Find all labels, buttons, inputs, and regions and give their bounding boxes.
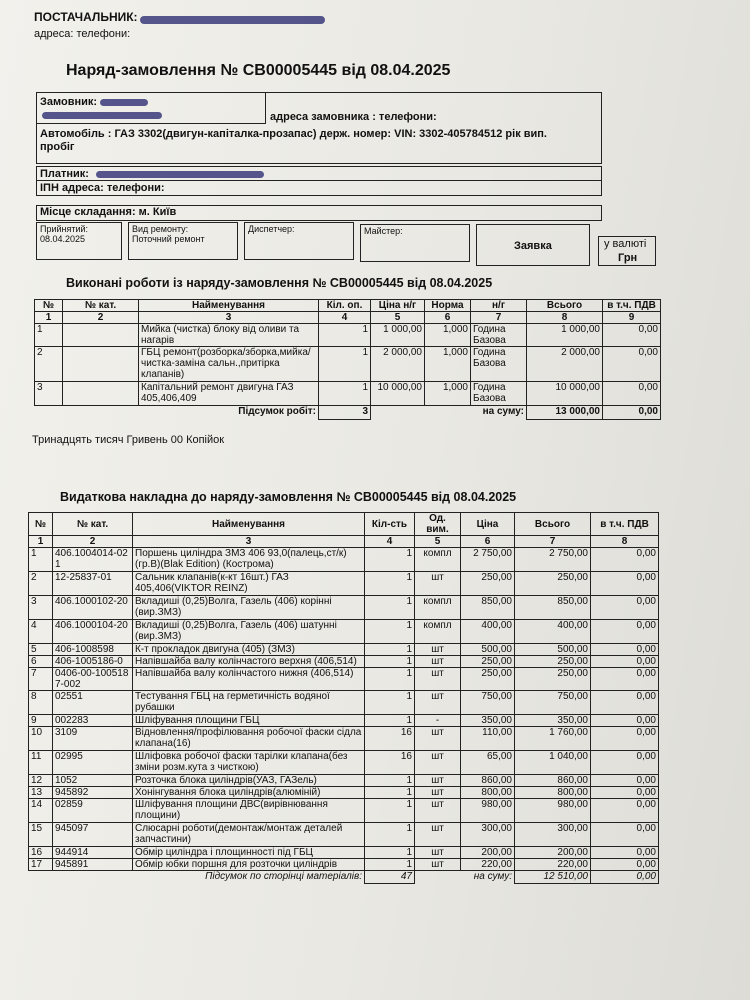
materials-cell-qty: 1 [365,548,415,572]
materials-header-cell: Од. вим. [415,513,461,536]
materials-header-cell: № [29,513,53,536]
materials-cell-cat: 406-1008598 [53,644,133,656]
works-header-cell: Найменування [139,300,319,312]
materials-cell-qty: 1 [365,715,415,727]
works-colnum: 7 [471,312,527,324]
materials-cell-name: Шліфування площини ДВС(вирівнювання площини) [133,799,365,823]
materials-subtotal-label: Підсумок по сторінці матеріалів: [29,871,365,884]
works-cell-cat [63,347,139,382]
materials-cell-unit: шт [415,691,461,715]
materials-cell-cat: 406-1005186-0 [53,656,133,668]
materials-cell-total: 1 760,00 [515,727,591,751]
materials-colnum: 8 [591,536,659,548]
materials-cell-qty: 1 [365,847,415,859]
materials-row [29,751,659,775]
works-colnum: 4 [319,312,371,324]
materials-cell-total: 2 750,00 [515,548,591,572]
payer-line: ІПН адреса: телефони: [40,182,165,194]
materials-cell-cat: 406.1004014-02 1 [53,548,133,572]
materials-subtotal-qty: 47 [365,871,415,884]
materials-cell-name: Поршень циліндра ЗМЗ 406 93,0(палець,ст/к)(гр.В)(Blak Edition) (Кострома) [133,548,365,572]
currency-label: у валюті [604,238,647,250]
works-colnum: 8 [527,312,603,324]
works-header-cell: Норма [425,300,471,312]
works-cell-qty: 1 [319,347,371,382]
materials-cell-vat: 0,00 [591,644,659,656]
materials-cell-price: 220,00 [461,859,515,871]
customer-label: Замовник: [40,96,98,108]
materials-cell-unit: шт [415,727,461,751]
redaction-mark [140,16,325,24]
materials-cell-n: 12 [29,775,53,787]
works-sum-vat: 0,00 [603,406,661,420]
materials-cell-price: 500,00 [461,644,515,656]
materials-cell-total: 300,00 [515,823,591,847]
materials-cell-unit: шт [415,847,461,859]
materials-cell-total: 750,00 [515,691,591,715]
works-cell-qty: 1 [319,382,371,406]
works-cell-qty: 1 [319,324,371,347]
materials-cell-cat: 02995 [53,751,133,775]
materials-cell-unit: шт [415,668,461,691]
materials-cell-cat: 945892 [53,787,133,799]
materials-row [29,644,659,656]
materials-cell-qty: 16 [365,751,415,775]
works-header-cell: Кіл. оп. [319,300,371,312]
materials-cell-total: 200,00 [515,847,591,859]
materials-cell-unit: шт [415,751,461,775]
materials-cell-unit: - [415,715,461,727]
materials-cell-n: 16 [29,847,53,859]
works-cell-name: Капітальний ремонт двигуна ГАЗ 405,406,409 [139,382,319,406]
materials-cell-unit: шт [415,775,461,787]
materials-cell-vat: 0,00 [591,596,659,620]
works-cell-total: 10 000,00 [527,382,603,406]
materials-cell-total: 250,00 [515,656,591,668]
car-line: Автомобіль : ГАЗ 3302(двигун-капіталка-прозапас) держ. номер: VIN: 3302-405784512 рік вип. [40,128,547,140]
currency-value: Грн [618,252,638,264]
materials-cell-n: 11 [29,751,53,775]
materials-cell-n: 13 [29,787,53,799]
repair-label: Вид ремонту: [132,224,189,234]
works-cell-norm: 1,000 [425,382,471,406]
materials-cell-vat: 0,00 [591,620,659,644]
works-cell-vat: 0,00 [603,347,661,382]
materials-cell-cat: 0406-00-100518 7-002 [53,668,133,691]
materials-row [29,727,659,751]
materials-cell-vat: 0,00 [591,787,659,799]
materials-cell-n: 7 [29,668,53,691]
materials-cell-price: 110,00 [461,727,515,751]
works-cell-price: 1 000,00 [371,324,425,347]
amount-in-words: Тринадцять тисяч Гривень 00 Копійок [32,434,225,446]
works-sum-label: на суму: [371,406,527,420]
materials-cell-n: 15 [29,823,53,847]
materials-cell-qty: 1 [365,775,415,787]
materials-cell-n: 10 [29,727,53,751]
materials-cell-vat: 0,00 [591,799,659,823]
materials-row [29,799,659,823]
materials-cell-n: 1 [29,548,53,572]
materials-cell-unit: шт [415,572,461,596]
materials-cell-vat: 0,00 [591,656,659,668]
materials-row [29,775,659,787]
materials-cell-cat: 945097 [53,823,133,847]
customer-address-label: адреса замовника : телефони: [270,111,437,123]
materials-row [29,847,659,859]
works-header-cell: Ціна н/г [371,300,425,312]
works-colnum: 2 [63,312,139,324]
works-header-cell: Всього [527,300,603,312]
supplier-contacts: адреса: телефони: [34,28,131,40]
works-cell-unit: Година Базова [471,324,527,347]
materials-cell-n: 6 [29,656,53,668]
works-cell-vat: 0,00 [603,382,661,406]
materials-cell-qty: 1 [365,859,415,871]
materials-colnum: 1 [29,536,53,548]
materials-cell-qty: 1 [365,596,415,620]
materials-cell-price: 400,00 [461,620,515,644]
payer-label: Платник: [40,168,89,180]
materials-cell-n: 3 [29,596,53,620]
materials-cell-cat: 12-25837-01 [53,572,133,596]
materials-cell-total: 220,00 [515,859,591,871]
materials-cell-name: Напівшайба валу колінчастого верхня (406,514) [133,656,365,668]
materials-cell-name: Обмір юбки поршня для розточки циліндрів [133,859,365,871]
materials-cell-total: 800,00 [515,787,591,799]
materials-cell-name: Хонінгування блока циліндрів(алюміній) [133,787,365,799]
materials-cell-price: 850,00 [461,596,515,620]
materials-cell-total: 250,00 [515,572,591,596]
works-cell-cat [63,324,139,347]
works-colnum: 6 [425,312,471,324]
materials-cell-unit: шт [415,799,461,823]
materials-colnum: 2 [53,536,133,548]
materials-row [29,668,659,691]
works-header-cell: в т.ч. ПДВ [603,300,661,312]
materials-cell-name: Шліфовка робочої фаски тарілки клапана(без зміни розм.кута з чисткою) [133,751,365,775]
works-row [35,382,661,406]
works-colnum: 5 [371,312,425,324]
materials-cell-name: Розточка блока циліндрів(УАЗ, ГАЗель) [133,775,365,787]
works-subtotal-qty: 3 [319,406,371,420]
materials-cell-total: 250,00 [515,668,591,691]
materials-header-cell: в т.ч. ПДВ [591,513,659,536]
accepted-label: Прийнятий: [40,224,89,234]
materials-cell-unit: компл [415,620,461,644]
materials-colnum: 7 [515,536,591,548]
works-cell-price: 10 000,00 [371,382,425,406]
materials-cell-unit: компл [415,548,461,572]
works-header-cell: № кат. [63,300,139,312]
materials-cell-n: 4 [29,620,53,644]
materials-cell-qty: 16 [365,727,415,751]
materials-row [29,715,659,727]
materials-colnum: 5 [415,536,461,548]
materials-colnum: 4 [365,536,415,548]
materials-cell-total: 500,00 [515,644,591,656]
materials-cell-price: 300,00 [461,823,515,847]
works-colnum: 9 [603,312,661,324]
materials-cell-name: Обмір циліндра і площинності під ГБЦ [133,847,365,859]
materials-cell-cat: 02551 [53,691,133,715]
materials-cell-name: К-т прокладок двигуна (405) (ЗМЗ) [133,644,365,656]
materials-cell-cat: 02859 [53,799,133,823]
materials-cell-price: 2 750,00 [461,548,515,572]
materials-cell-vat: 0,00 [591,548,659,572]
materials-cell-cat: 3109 [53,727,133,751]
materials-cell-vat: 0,00 [591,847,659,859]
materials-cell-vat: 0,00 [591,572,659,596]
materials-title: Видаткова накладна до наряду-замовлення № СВ00005445 від 08.04.2025 [60,490,517,504]
materials-colnum: 6 [461,536,515,548]
materials-cell-name: Напівшайба валу колінчастого нижня (406,514) [133,668,365,691]
materials-cell-n: 17 [29,859,53,871]
materials-subtotal-row [29,871,659,884]
materials-cell-qty: 1 [365,644,415,656]
materials-cell-total: 400,00 [515,620,591,644]
materials-cell-price: 860,00 [461,775,515,787]
works-cell-unit: Година Базова [471,382,527,406]
works-sum-total: 13 000,00 [527,406,603,420]
works-cell-vat: 0,00 [603,324,661,347]
materials-cell-total: 1 040,00 [515,751,591,775]
payer-divider [36,180,602,181]
materials-cell-unit: шт [415,823,461,847]
materials-header-cell: Ціна [461,513,515,536]
materials-header-cell: Кіл-сть [365,513,415,536]
works-cell-total: 2 000,00 [527,347,603,382]
materials-cell-vat: 0,00 [591,715,659,727]
materials-cell-vat: 0,00 [591,727,659,751]
materials-cell-n: 5 [29,644,53,656]
works-cell-n: 2 [35,347,63,382]
works-cell-name: Мийка (чистка) блоку від оливи та нагарів [139,324,319,347]
works-subtotal-label: Підсумок робіт: [35,406,319,420]
request-label: Заявка [514,240,552,252]
materials-cell-n: 14 [29,799,53,823]
materials-cell-price: 200,00 [461,847,515,859]
materials-cell-vat: 0,00 [591,823,659,847]
materials-cell-cat: 945891 [53,859,133,871]
materials-cell-qty: 1 [365,787,415,799]
materials-cell-vat: 0,00 [591,751,659,775]
materials-cell-price: 800,00 [461,787,515,799]
materials-cell-qty: 1 [365,823,415,847]
supplier-label: ПОСТАЧАЛЬНИК: [34,10,138,24]
redaction-mark [100,99,148,106]
works-cell-n: 3 [35,382,63,406]
materials-sum-label: на суму: [415,871,515,884]
materials-cell-unit: шт [415,656,461,668]
materials-cell-price: 65,00 [461,751,515,775]
materials-row [29,548,659,572]
materials-cell-price: 250,00 [461,656,515,668]
materials-cell-n: 2 [29,572,53,596]
redaction-mark [42,112,162,119]
materials-cell-vat: 0,00 [591,691,659,715]
materials-cell-price: 750,00 [461,691,515,715]
materials-sum-vat: 0,00 [591,871,659,884]
materials-cell-name: Відновлення/профілювання робочої фаски сідла клапана(16) [133,727,365,751]
materials-cell-n: 9 [29,715,53,727]
materials-cell-qty: 1 [365,668,415,691]
materials-cell-name: Сальник клапанів(к-кт 16шт.) ГАЗ 405,406(VIKTOR REINZ) [133,572,365,596]
materials-cell-unit: шт [415,787,461,799]
materials-header-cell: № кат. [53,513,133,536]
master-label: Майстер: [364,226,403,236]
redaction-mark [96,171,264,178]
materials-cell-unit: компл [415,596,461,620]
materials-row [29,656,659,668]
materials-row [29,572,659,596]
works-header-cell: н/г [471,300,527,312]
works-cell-norm: 1,000 [425,324,471,347]
repair-value: Поточний ремонт [132,234,205,244]
materials-sum-total: 12 510,00 [515,871,591,884]
materials-cell-price: 980,00 [461,799,515,823]
materials-cell-qty: 1 [365,691,415,715]
materials-cell-n: 8 [29,691,53,715]
materials-cell-name: Шліфування площини ГБЦ [133,715,365,727]
works-colnum: 3 [139,312,319,324]
materials-cell-qty: 1 [365,572,415,596]
works-table [34,299,661,420]
materials-colnum: 3 [133,536,365,548]
materials-cell-total: 350,00 [515,715,591,727]
works-cell-unit: Година Базова [471,347,527,382]
works-cell-total: 1 000,00 [527,324,603,347]
materials-row [29,691,659,715]
materials-cell-unit: шт [415,644,461,656]
materials-cell-cat: 944914 [53,847,133,859]
works-cell-name: ГБЦ ремонт(розборка/зборка,мийка/чистка-заміна сальн.,притірка клапанів) [139,347,319,382]
materials-cell-cat: 406.1000102-20 [53,596,133,620]
materials-cell-vat: 0,00 [591,668,659,691]
materials-cell-total: 850,00 [515,596,591,620]
materials-header-cell: Всього [515,513,591,536]
works-header-cell: № [35,300,63,312]
place-label: Місце складання: м. Київ [40,206,177,218]
materials-cell-unit: шт [415,859,461,871]
works-cell-n: 1 [35,324,63,347]
works-colnum: 1 [35,312,63,324]
works-subtotal-row [35,406,661,420]
materials-cell-name: Тестування ГБЦ на герметичність водяної рубашки [133,691,365,715]
materials-row [29,859,659,871]
materials-cell-price: 350,00 [461,715,515,727]
mileage-label: пробіг [40,141,75,153]
materials-cell-name: Вкладиші (0,25)Волга, Газель (406) корінні (вир.ЗМЗ) [133,596,365,620]
works-row [35,347,661,382]
materials-row [29,620,659,644]
works-title: Виконані роботи із наряду-замовлення № СВ00005445 від 08.04.2025 [66,276,493,290]
materials-cell-price: 250,00 [461,668,515,691]
materials-cell-qty: 1 [365,656,415,668]
accepted-date: 08.04.2025 [40,234,86,244]
materials-row [29,787,659,799]
materials-cell-qty: 1 [365,620,415,644]
materials-cell-price: 250,00 [461,572,515,596]
materials-cell-vat: 0,00 [591,859,659,871]
works-cell-cat [63,382,139,406]
materials-row [29,823,659,847]
materials-cell-cat: 002283 [53,715,133,727]
materials-cell-cat: 406.1000104-20 [53,620,133,644]
materials-table [28,512,659,884]
works-cell-price: 2 000,00 [371,347,425,382]
materials-cell-vat: 0,00 [591,775,659,787]
materials-cell-name: Вкладиші (0,25)Волга, Газель (406) шатунні (вир.ЗМЗ) [133,620,365,644]
works-cell-norm: 1,000 [425,347,471,382]
materials-cell-cat: 1052 [53,775,133,787]
materials-cell-total: 980,00 [515,799,591,823]
materials-cell-qty: 1 [365,799,415,823]
dispatcher-label: Диспетчер: [248,224,295,234]
materials-cell-total: 860,00 [515,775,591,787]
materials-header-cell: Найменування [133,513,365,536]
works-row [35,324,661,347]
materials-cell-name: Слюсарні роботи(демонтаж/монтаж деталей запчастини) [133,823,365,847]
page-title: Наряд-замовлення № СВ00005445 від 08.04.2025 [66,62,451,79]
materials-row [29,596,659,620]
